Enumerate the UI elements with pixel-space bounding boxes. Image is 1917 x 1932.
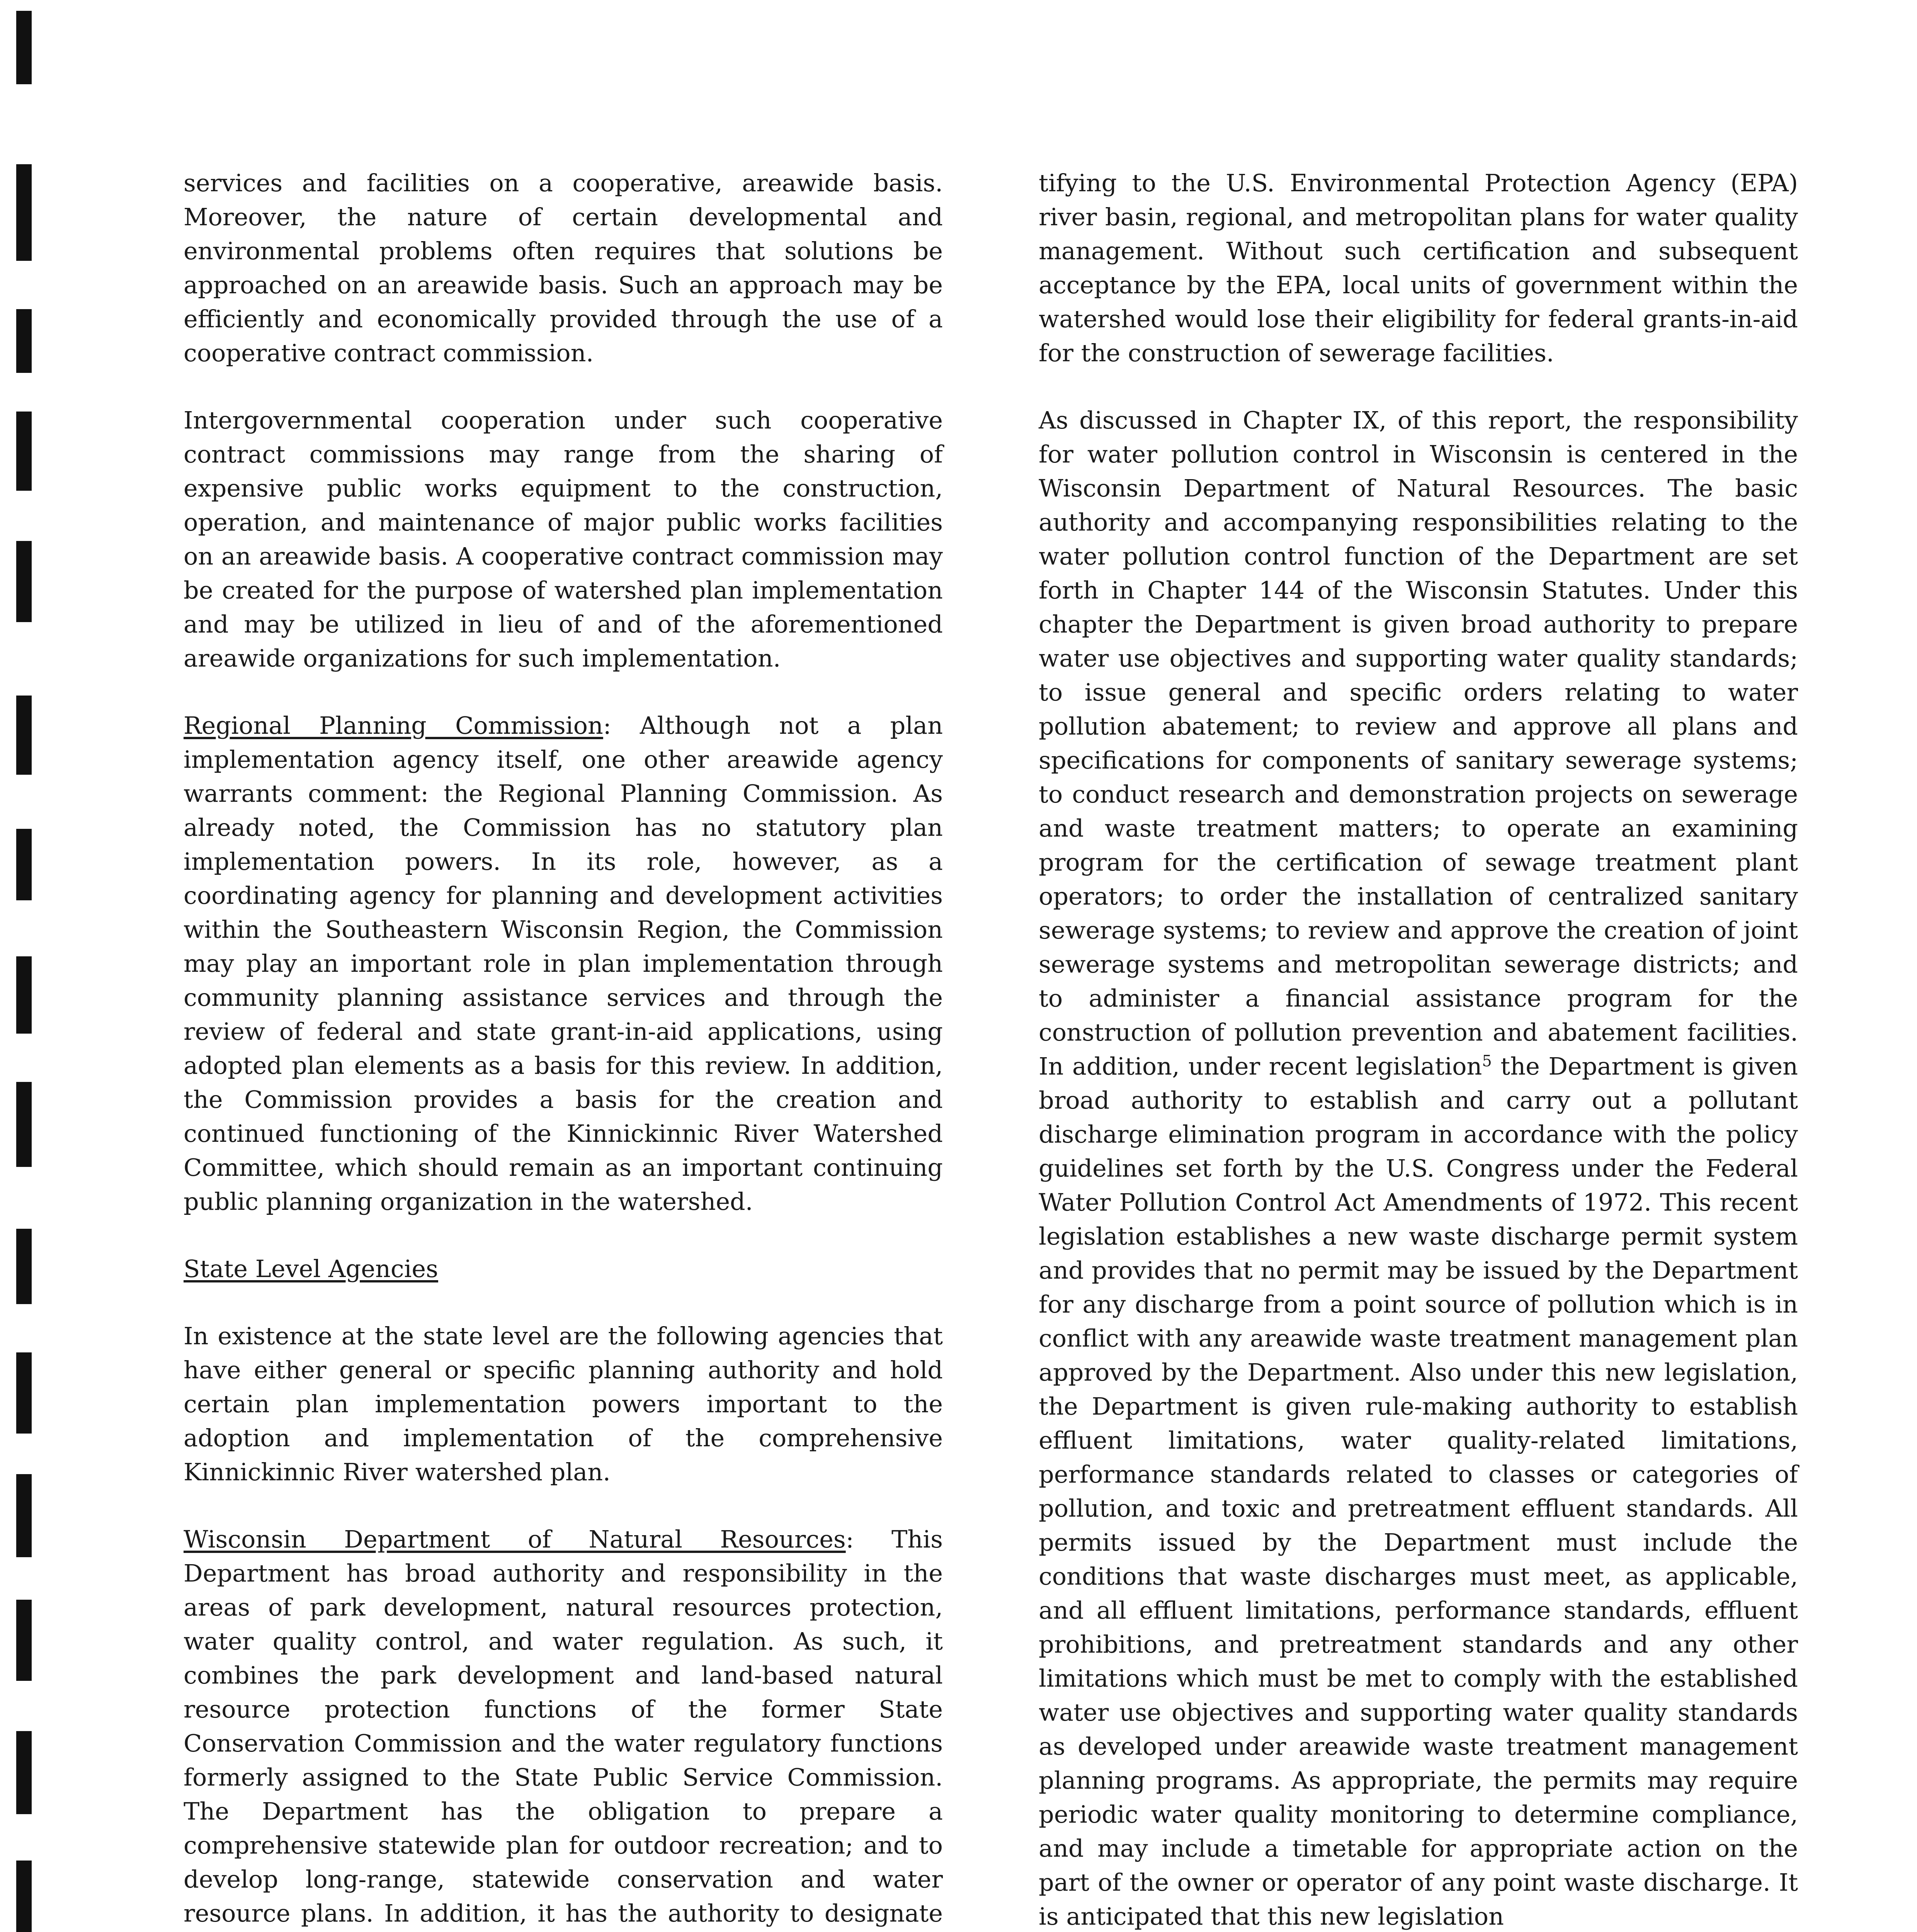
scan-edge-marks bbox=[16, 0, 39, 1932]
paragraph-wisconsin-dnr bbox=[184, 1522, 943, 1932]
water-pollution-control-text: As discussed in Chapter IX, of this report, the responsibility for water pollution control in Wisconsin is centered in the Wisconsin Department of Natural Resources. The basic authority and accompanying responsibilities relating to the water pollution control function of the Department are set forth in Chapter 144 of the Wisconsin Statutes. Under this chapter the Department is given broad authority to prepare water use objectives and supporting water quality standards; to issue general and specific orders relating to water pollution abatement; to review and approve all plans and specifications for components of sanitary sewerage systems; to conduct research and demonstration projects on sewerage and waste treatment matters; to operate an examining program for the certification of sewage treatment plant operators; to order the installation of centralized sanitary sewerage systems; to review and approve the creation of joint sewerage systems and metropolitan sewerage districts; and to administer a financial assistance program for the construction of pollution prevention and abatement facilities. In addition, under recent legislation bbox=[1039, 406, 1798, 1080]
footnote-reference: 5 bbox=[1482, 1052, 1492, 1070]
wisconsin-dnr-text: : This Department has broad authority and responsibility in the areas of park development, natural resources protection, water quality control, and water regulation. As such, it combines the park development and land-based natural resource protection functions of the former State Conservation Commission and the water regulatory functions formerly assigned to the State Public Service Commission. The Department has the obligation to prepare a comprehensive statewide plan for outdoor recreation; and to develop long-range, statewide conservation and water resource plans. In addition, it has the authority to designate bbox=[184, 1525, 943, 1927]
scan-mark bbox=[16, 1352, 32, 1434]
regional-planning-commission-text: : Although not a plan implementation agency itself, one other areawide agency warrants comment: the Regional Planning Commission. As already noted, the Commission has no statutory plan implementation powers. In its role, however, as a coordinating agency for planning and development activities within the Southeastern Wisconsin Region, the Commission may play an important role in plan implementation through community planning assistance services and through the review of federal and state grant-in-aid applications, using adopted plan elements as a basis for this review. In addition, the Commission provides a basis for the creation and continued functioning of the Kinnickinnic River Watershed Committee, which should remain as an important continuing public planning organization in the watershed. bbox=[184, 711, 943, 1216]
scan-mark bbox=[16, 1082, 32, 1167]
section-heading-state-level-agencies: State Level Agencies bbox=[184, 1255, 438, 1283]
scan-mark bbox=[16, 1229, 32, 1304]
scan-mark bbox=[16, 1861, 32, 1932]
scan-mark bbox=[16, 412, 32, 491]
left-column bbox=[184, 166, 943, 1932]
scan-mark bbox=[16, 696, 32, 775]
right-column bbox=[1039, 166, 1798, 1932]
paragraph-regional-planning-commission bbox=[184, 709, 943, 1219]
run-in-heading-regional-planning-commission: Regional Planning Commission bbox=[184, 711, 603, 740]
scan-mark bbox=[16, 309, 32, 373]
paragraph-areawide-basis: services and facilities on a cooperative, areawide basis. Moreover, the nature of certain developmental and environmental problems often requires that solutions be approached on an areawide basis. Such an approach may be efficiently and economically provided through the use of a cooperative contract commission. bbox=[184, 169, 943, 367]
scan-mark bbox=[16, 1474, 32, 1557]
paragraph-epa-certification: tifying to the U.S. Environmental Protection Agency (EPA) river basin, regional, and metropolitan plans for water quality management. Without such certification and subsequent acceptance by the EPA, local units of government within the watershed would lose their eligibility for federal grants-in-aid for the construction of sewerage facilities. bbox=[1039, 169, 1798, 367]
paragraph-intergovernmental-cooperation: Intergovernmental cooperation under such cooperative contract commissions may range from the sharing of expensive public works equipment to the construction, operation, and maintenance of major public works facilities on an areawide basis. A cooperative contract commission may be created for the purpose of watershed plan implementation and may be utilized in lieu of and of the aforementioned areawide organizations for such implementation. bbox=[184, 406, 943, 672]
water-pollution-control-text-continued: the Department is given broad authority to establish and carry out a pollutant discharge elimination program in accordance with the policy guidelines set forth by the U.S. Congress under the Federal Water Pollution Control Act Amendments of 1972. This recent legislation establishes a new waste discharge permit system and provides that no permit may be issued by the Department for any discharge from a point source of pollution which is in conflict with any areawide waste treatment management plan approved by the Department. Also under this new legislation, the Department is given rule-making authority to establish effluent limitations, water quality-related limitations, performance standards related to classes or categories of pollution, and toxic and pretreatment effluent standards. All permits issued by the Department must include the conditions that waste discharges must meet, as applicable, and all effluent limitations, performance standards, effluent prohibitions, and pretreatment standards and any other limitations which must be met to comply with the established water use objectives and supporting water quality standards as developed under areawide waste treatment management planning programs. As appropriate, the permits may require periodic water quality monitoring to determine compliance, and may include a timetable for appropriate action on the part of the owner or operator of any point waste discharge. It is anticipated that this new legislation bbox=[1039, 1052, 1798, 1930]
scan-mark bbox=[16, 829, 32, 900]
scan-mark bbox=[16, 11, 32, 84]
scan-mark bbox=[16, 1731, 32, 1814]
scan-mark bbox=[16, 1600, 32, 1681]
scan-mark bbox=[16, 164, 32, 261]
scan-mark bbox=[16, 956, 32, 1034]
scan-mark bbox=[16, 541, 32, 622]
paragraph-water-pollution-control bbox=[1039, 403, 1798, 1932]
run-in-heading-wisconsin-dnr: Wisconsin Department of Natural Resources bbox=[184, 1525, 846, 1553]
paragraph-state-level-agencies: In existence at the state level are the following agencies that have either general or specific planning authority and hold certain plan implementation powers important to the adoption and implementation of the comprehensive Kinnickinnic River watershed plan. bbox=[184, 1322, 943, 1486]
